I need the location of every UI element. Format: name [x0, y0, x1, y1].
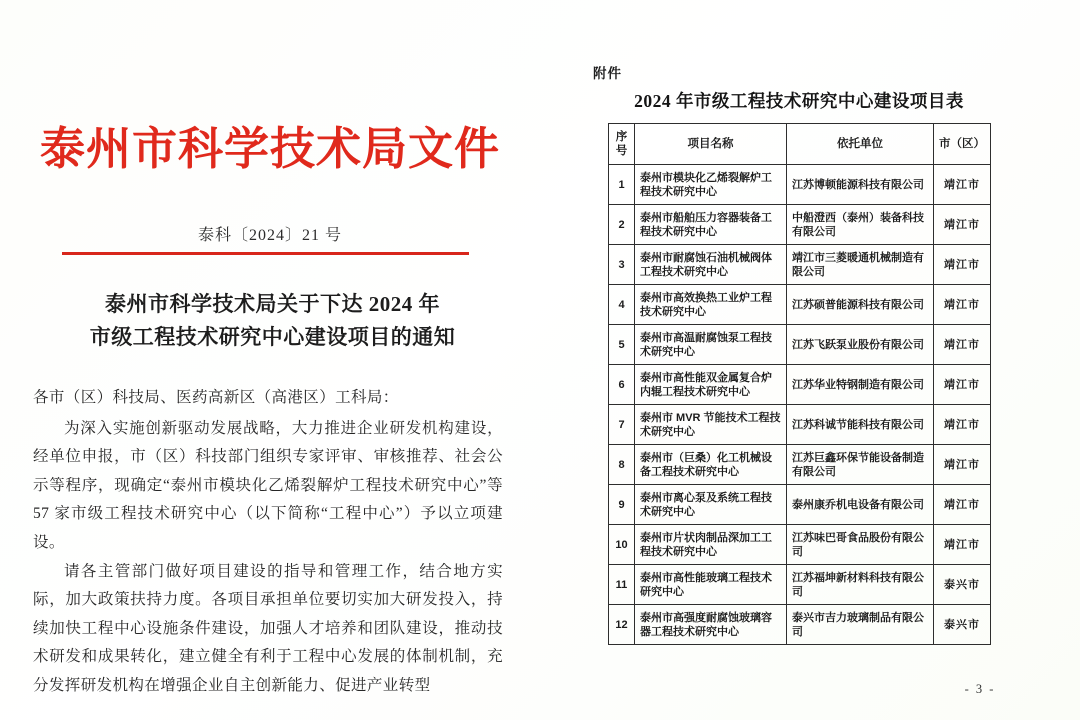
table-row [609, 165, 991, 205]
table-cell-no: 5 [609, 325, 635, 365]
table-row [609, 405, 991, 445]
table-cell-org: 江苏科诚节能科技有限公司 [787, 405, 934, 445]
table-row [609, 485, 991, 525]
table-cell-no: 12 [609, 605, 635, 645]
table-row [609, 365, 991, 405]
table-cell-org: 江苏华业特钢制造有限公司 [787, 365, 934, 405]
attachment-label: 附件 [593, 66, 622, 81]
table-title: 2024 年市级工程技术研究中心建设项目表 [634, 91, 964, 111]
column-header-org: 依托单位 [787, 124, 934, 165]
table-cell-district: 泰兴市 [934, 605, 991, 645]
document-number: 泰科〔2024〕21 号 [197, 227, 342, 244]
agency-header-title: 泰州市科学技术局文件 [40, 124, 501, 174]
table-cell-no: 2 [609, 205, 635, 245]
addressee-line: 各市（区）科技局、医药高新区（高港区）工科局： [33, 389, 399, 406]
table-cell-project: 泰州市船舶压力容器装备工程技术研究中心 [635, 205, 787, 245]
notice-title-line2: 市级工程技术研究中心建设项目的通知 [89, 325, 456, 349]
red-divider-rule [62, 252, 469, 255]
table-cell-project: 泰州市 MVR 节能技术工程技术研究中心 [635, 405, 787, 445]
table-cell-no: 3 [609, 245, 635, 285]
table-row [609, 565, 991, 605]
notice-body [33, 384, 503, 701]
table-cell-district: 泰兴市 [934, 565, 991, 605]
table-cell-org: 江苏博顿能源科技有限公司 [787, 165, 934, 205]
table-cell-district: 靖江市 [934, 365, 991, 405]
attachment-page [540, 0, 1080, 720]
table-cell-project: 泰州市模块化乙烯裂解炉工程技术研究中心 [635, 165, 787, 205]
table-cell-project: 泰州市高性能双金属复合炉内辊工程技术研究中心 [635, 365, 787, 405]
table-cell-project: 泰州市高温耐腐蚀泵工程技术研究中心 [635, 325, 787, 365]
table-cell-district: 靖江市 [934, 525, 991, 565]
table-cell-district: 靖江市 [934, 205, 991, 245]
table-cell-org: 江苏巨鑫环保节能设备制造有限公司 [787, 445, 934, 485]
table-cell-org: 江苏硕普能源科技有限公司 [787, 285, 934, 325]
table-cell-org: 靖江市三菱暖通机械制造有限公司 [787, 245, 934, 285]
table-row [609, 285, 991, 325]
table-cell-org: 江苏飞跃泵业股份有限公司 [787, 325, 934, 365]
notice-title-line1: 泰州市科学技术局关于下达 2024 年 [105, 292, 440, 316]
table-cell-district: 靖江市 [934, 245, 991, 285]
table-header-row [609, 124, 991, 165]
table-cell-district: 靖江市 [934, 165, 991, 205]
table-cell-project: 泰州市离心泵及系统工程技术研究中心 [635, 485, 787, 525]
table-cell-org: 泰兴市吉力玻璃制品有限公司 [787, 605, 934, 645]
table-row [609, 245, 991, 285]
table-cell-no: 7 [609, 405, 635, 445]
table-row [609, 525, 991, 565]
table-cell-no: 8 [609, 445, 635, 485]
table-cell-no: 4 [609, 285, 635, 325]
projects-table-body [609, 165, 991, 645]
table-cell-project: 泰州市片状肉制品深加工工程技术研究中心 [635, 525, 787, 565]
table-row [609, 205, 991, 245]
table-cell-no: 6 [609, 365, 635, 405]
notice-title [30, 288, 515, 354]
table-cell-project: 泰州市耐腐蚀石油机械阀体工程技术研究中心 [635, 245, 787, 285]
column-header-district: 市（区） [934, 124, 991, 165]
table-cell-no: 1 [609, 165, 635, 205]
table-cell-org: 江苏福坤新材料科技有限公司 [787, 565, 934, 605]
table-cell-project: 泰州市高效换热工业炉工程技术研究中心 [635, 285, 787, 325]
table-row [609, 445, 991, 485]
table-cell-project: 泰州市高性能玻璃工程技术研究中心 [635, 565, 787, 605]
table-cell-district: 靖江市 [934, 405, 991, 445]
table-cell-no: 11 [609, 565, 635, 605]
table-cell-org: 中船澄西（泰州）装备科技有限公司 [787, 205, 934, 245]
table-cell-district: 靖江市 [934, 445, 991, 485]
table-cell-project: 泰州市（巨桑）化工机械设备工程技术研究中心 [635, 445, 787, 485]
table-cell-org: 泰州康乔机电设备有限公司 [787, 485, 934, 525]
projects-table [608, 123, 991, 645]
table-cell-org: 江苏味巴哥食品股份有限公司 [787, 525, 934, 565]
table-cell-project: 泰州市高强度耐腐蚀玻璃容器工程技术研究中心 [635, 605, 787, 645]
table-cell-district: 靖江市 [934, 285, 991, 325]
body-paragraph-2: 请各主管部门做好项目建设的指导和管理工作，结合地方实际，加大政策扶持力度。各项目承担单位要切实加大研发投入，持续加快工程中心设施条件建设，加强人才培养和团队建设，推动技术研发和成果转化，建立健全有利于工程中心发展的体制机制，充分发挥研发机构在增强企业自主创新能力、促进产业转型 [33, 562, 503, 694]
table-cell-district: 靖江市 [934, 485, 991, 525]
table-cell-district: 靖江市 [934, 325, 991, 365]
body-paragraph-1: 为深入实施创新驱动发展战略，大力推进企业研发机构建设，经单位申报，市（区）科技部门组织专家评审、审核推荐、社会公示等程序，现确定“泰州市模块化乙烯裂解炉工程技术研究中心”等 57 家市级工程技术研究中心（以下简称“工程中心”）予以立项建设。 [33, 419, 503, 551]
table-row [609, 605, 991, 645]
page-number: - 3 - [964, 682, 996, 696]
table-cell-no: 10 [609, 525, 635, 565]
table-row [609, 325, 991, 365]
column-header-no: 序号 [609, 124, 635, 165]
table-cell-no: 9 [609, 485, 635, 525]
column-header-project: 项目名称 [635, 124, 787, 165]
